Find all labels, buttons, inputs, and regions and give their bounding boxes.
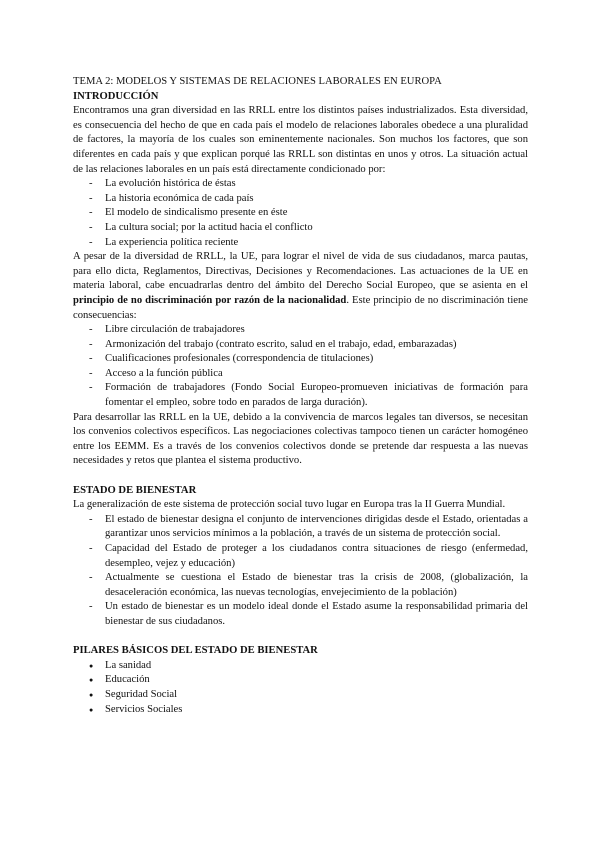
section-heading-pilares: PILARES BÁSICOS DEL ESTADO DE BIENESTAR	[73, 645, 318, 657]
list-item: ● La sanidad	[89, 659, 528, 674]
list-item: - La cultura social; por la actitud hacia el conflicto	[89, 221, 528, 236]
list-item: - Cualificaciones profesionales (correspondencia de titulaciones)	[89, 352, 528, 367]
section-heading-introduccion: INTRODUCCIÓN	[73, 90, 159, 102]
list-item: - Libre circulación de trabajadores	[89, 323, 528, 338]
pilares-list	[73, 659, 528, 717]
list-item: - Acceso a la función pública	[89, 367, 528, 382]
factors-list	[73, 177, 528, 250]
list-item: ● Seguridad Social	[89, 688, 528, 703]
paragraph-text: A pesar de la diversidad de RRLL, la UE, para lograr el nivel de vida de sus ciudadanos, marca pautas, para ello dicta, Reglamentos, Directivas, Decisiones y Recomendaciones. Las actuaciones de la UE en materia laboral, cabe encuadrarlas dentro del ámbito del Derecho Social Europeo, que se asienta en el	[73, 251, 528, 292]
list-item: ● Servicios Sociales	[89, 703, 528, 718]
page-title: TEMA 2: MODELOS Y SISTEMAS DE RELACIONES LABORALES EN EUROPA	[73, 76, 442, 87]
list-item: - La historia económica de cada país	[89, 192, 528, 207]
list-item: - Actualmente se cuestiona el Estado de bienestar tras la crisis de 2008, (globalización, la desaceleración económica, las nuevas tecnologías, envejecimiento de la población)	[89, 571, 528, 600]
list-item: - El estado de bienestar designa el conjunto de intervenciones dirigidas desde el Estado, orientadas a garantizar unos servicios mínimos a la población, a través de un sistema de protección social.	[89, 513, 528, 542]
section-heading-bienestar: ESTADO DE BIENESTAR	[73, 484, 197, 496]
list-item: - La evolución histórica de éstas	[89, 177, 528, 192]
list-item: - La experiencia política reciente	[89, 236, 528, 251]
list-item: - Formación de trabajadores (Fondo Social Europeo-promueven iniciativas de formación para fomentar el empleo, sobre todo en parados de larga duración).	[89, 381, 528, 410]
list-item: - Armonización del trabajo (contrato escrito, salud en el trabajo, edad, embarazadas)	[89, 338, 528, 353]
intro-paragraph-2	[73, 250, 528, 323]
document-page	[73, 75, 528, 717]
list-item: ● Educación	[89, 673, 528, 688]
consequences-list	[73, 323, 528, 411]
paragraph-text: . Este principio de no discriminación tiene consecuencias:	[73, 294, 528, 321]
list-item: - El modelo de sindicalismo presente en éste	[89, 206, 528, 221]
list-item: - Capacidad del Estado de proteger a los ciudadanos contra situaciones de riesgo (enfermedad, desempleo, vejez y educación)	[89, 542, 528, 571]
list-item: - Un estado de bienestar es un modelo ideal donde el Estado asume la responsabilidad primaria del bienestar de sus ciudadanos.	[89, 600, 528, 629]
bienestar-paragraph: La generalización de este sistema de protección social tuvo lugar en Europa tras la II Guerra Mundial.	[73, 499, 506, 511]
intro-paragraph-3: Para desarrollar las RRLL en la UE, debido a la convivencia de marcos legales tan diversos, se necesitan los convenios colectivos específicos. Las negociaciones colectivas tampoco tienen un carácter homogéneo entre los EEMM. Es a través de los convenios colectivos donde se pretende dar respuesta a las nuevas necesidades y retos que plantea el sistema productivo.	[73, 411, 528, 467]
bienestar-list	[73, 513, 528, 630]
intro-paragraph-1: Encontramos una gran diversidad en las RRLL entre los distintos países industrializados. Esta diversidad, es consecuencia del hecho de que en cada país el modelo de relaciones laborales obedece a una pluralidad de factores, la mayoría de los cuales son eminentemente nacionales. Son muchos los factores, que son diferentes en cada país y que explican porqué las RRLL son distintas en unos y otros. La situación actual de las relaciones laborales en un país está directamente condicionado por:	[73, 105, 528, 175]
principle-emphasis: principio de no discriminación por razón de la nacionalidad	[73, 294, 347, 306]
